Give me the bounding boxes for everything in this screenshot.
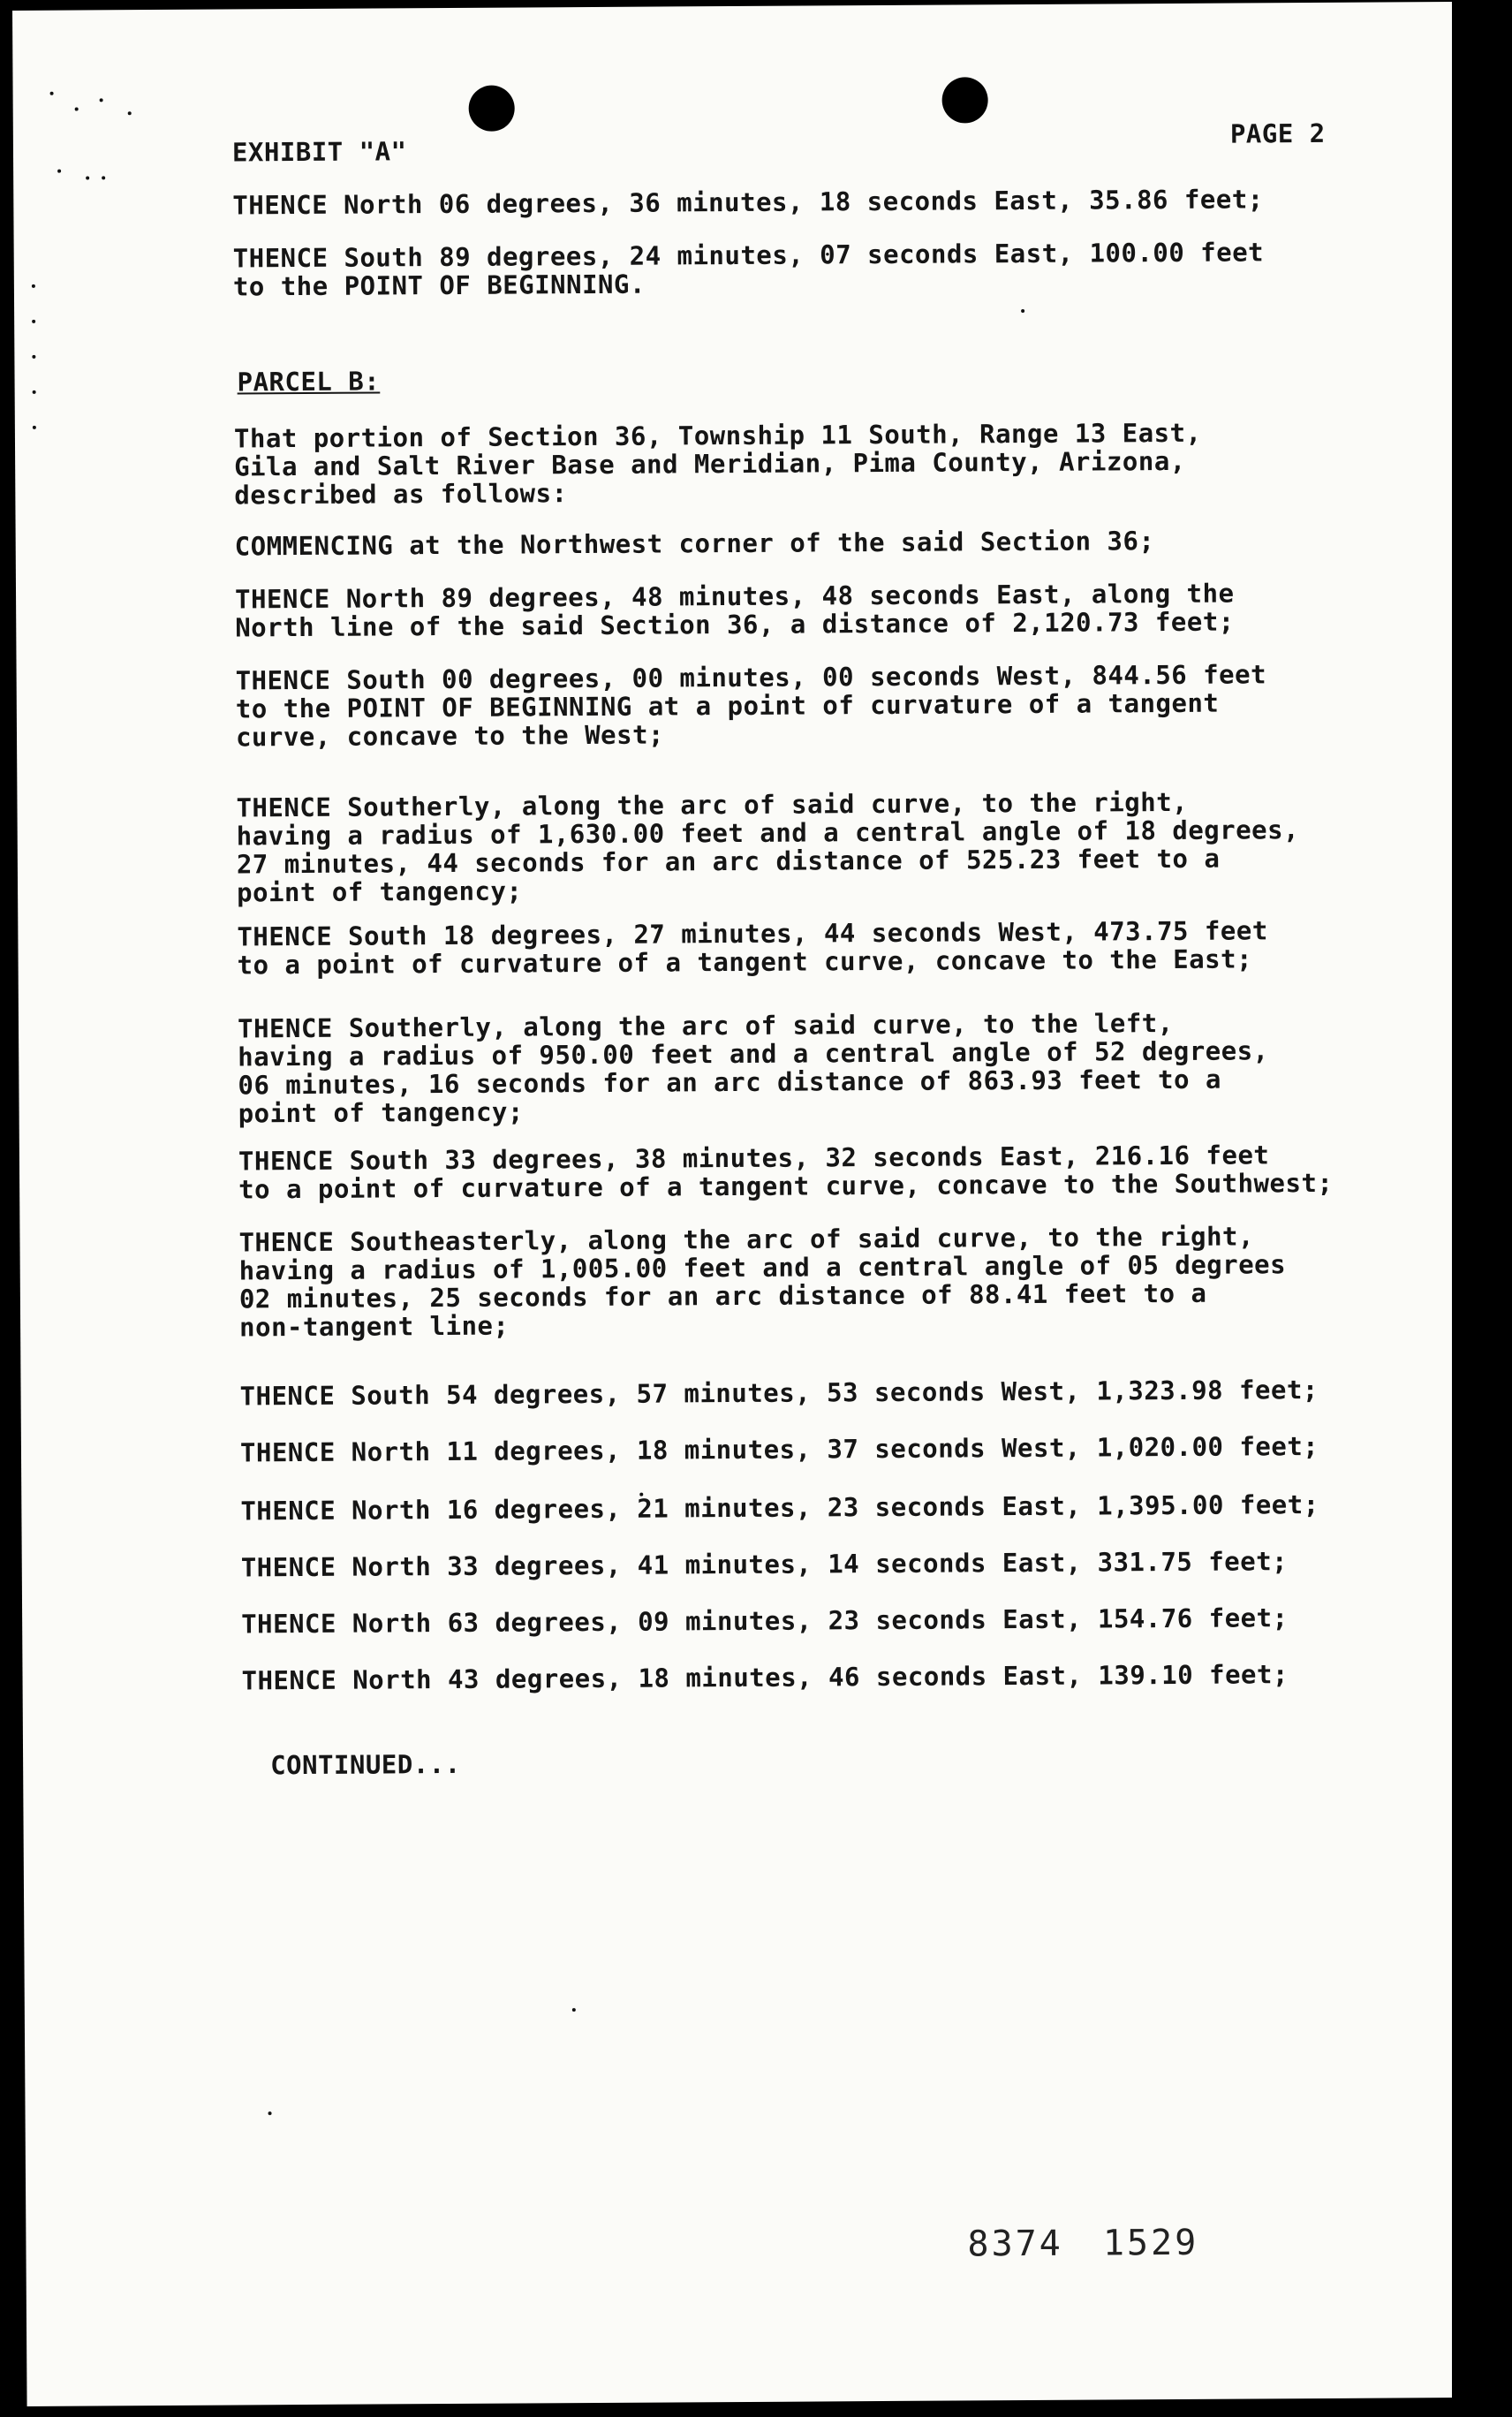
paragraph-line: described as follows: xyxy=(234,478,568,511)
paragraph-line: THENCE Southeasterly, along the arc of said curve, to the right, xyxy=(238,1221,1255,1258)
legal-description-paragraph xyxy=(241,1603,1389,1639)
scan-right-edge xyxy=(1452,0,1512,2417)
paragraph-line: THENCE South 89 degrees, 24 minutes, 07 seconds East, 100.00 feet xyxy=(232,237,1265,274)
scan-speck xyxy=(33,426,36,429)
paragraph-line: point of tangency; xyxy=(238,1096,525,1129)
paragraph-line: non-tangent line; xyxy=(239,1310,510,1343)
legal-description-paragraph xyxy=(234,418,1383,510)
document-sheet xyxy=(12,2,1467,2406)
legal-description-paragraph xyxy=(238,1140,1387,1204)
legal-description-paragraph xyxy=(238,1008,1387,1128)
legal-description-paragraph xyxy=(238,1222,1387,1342)
legal-description-paragraph xyxy=(235,526,1383,561)
legal-description-paragraph xyxy=(232,185,1380,220)
scan-speck xyxy=(75,108,79,111)
paragraph-line: THENCE Southerly, along the arc of said curve, to the right, xyxy=(236,786,1189,823)
paragraph-line: to a point of curvature of a tangent curve, concave to the Southwest; xyxy=(238,1167,1334,1205)
paragraph-line: THENCE Southerly, along the arc of said curve, to the left, xyxy=(237,1007,1174,1044)
page-number-label: PAGE 2 xyxy=(1229,117,1326,149)
paragraph-line: THENCE North 11 degrees, 18 minutes, 37 seconds West, 1,020.00 feet; xyxy=(239,1430,1319,1468)
scan-speck xyxy=(32,320,35,323)
legal-description-paragraph xyxy=(239,1375,1387,1411)
paragraph-line: THENCE South 00 degrees, 00 minutes, 00 seconds West, 844.56 feet xyxy=(235,659,1267,696)
legal-description-paragraph xyxy=(240,1490,1388,1526)
paragraph-line: THENCE North 63 degrees, 09 minutes, 23 seconds East, 154.76 feet; xyxy=(241,1602,1289,1640)
scan-speck xyxy=(102,176,105,179)
recording-number: 8374 1529 xyxy=(967,2222,1199,2265)
scan-speck xyxy=(32,284,35,288)
paragraph-line: THENCE North 89 degrees, 48 minutes, 48 seconds East, along the xyxy=(234,578,1235,615)
paragraph-line: North line of the said Section 36, a distance of 2,120.73 feet; xyxy=(235,606,1235,643)
punch-hole-right xyxy=(941,77,987,123)
exhibit-label: EXHIBIT "A" xyxy=(231,136,407,168)
paragraph-line: 27 minutes, 44 seconds for an arc distance of 525.23 feet to a xyxy=(236,843,1221,880)
legal-description-paragraph xyxy=(235,579,1383,642)
legal-description-paragraph xyxy=(240,1432,1388,1467)
paragraph-line: having a radius of 1,630.00 feet and a central angle of 18 degrees, xyxy=(236,815,1300,852)
paragraph-line: THENCE North 06 degrees, 36 minutes, 18 seconds East, 35.86 feet; xyxy=(232,184,1264,221)
paragraph-line: to a point of curvature of a tangent curve, concave to the East; xyxy=(237,943,1253,981)
scan-speck xyxy=(128,111,132,115)
punch-hole-left xyxy=(469,86,515,132)
scan-left-edge xyxy=(0,0,12,2417)
paragraph-line: THENCE South 33 degrees, 38 minutes, 32 seconds East, 216.16 feet xyxy=(238,1140,1270,1177)
scan-speck xyxy=(50,92,54,95)
scan-speck xyxy=(1021,309,1024,313)
paragraph-line: having a radius of 1,005.00 feet and a central angle of 05 degrees xyxy=(238,1249,1287,1286)
paragraph-line: to the POINT OF BEGINNING at a point of curvature of a tangent xyxy=(235,687,1220,724)
paragraph-line: 02 minutes, 25 seconds for an arc distance of 88.41 feet to a xyxy=(238,1277,1207,1315)
parcel-b-heading: PARCEL B: xyxy=(237,366,381,398)
scan-speck xyxy=(33,390,36,394)
paragraph-line: having a radius of 950.00 feet and a central angle of 52 degrees, xyxy=(238,1035,1269,1072)
legal-description-paragraph xyxy=(241,1660,1389,1695)
scan-speck xyxy=(100,98,103,102)
legal-description-paragraph xyxy=(237,916,1385,980)
paragraph-line: THENCE North 16 degrees, 21 minutes, 23 seconds East, 1,395.00 feet; xyxy=(240,1489,1319,1527)
legal-description-paragraph xyxy=(236,787,1385,907)
scan-speck xyxy=(572,2008,576,2012)
scan-speck xyxy=(86,176,89,179)
paragraph-line: THENCE South 18 degrees, 27 minutes, 44 seconds West, 473.75 feet xyxy=(237,915,1268,952)
legal-description-paragraph xyxy=(233,238,1381,301)
paragraph-line: That portion of Section 36, Township 11 South, Range 13 East, xyxy=(233,417,1202,454)
legal-description-paragraph xyxy=(241,1547,1389,1582)
paragraph-line: curve, concave to the West; xyxy=(235,719,665,753)
scan-speck xyxy=(57,170,61,173)
paragraph-line: THENCE South 54 degrees, 57 minutes, 53 seconds West, 1,323.98 feet; xyxy=(239,1374,1319,1412)
paragraph-line: Gila and Salt River Base and Meridian, Pima County, Arizona, xyxy=(234,445,1186,482)
scan-speck xyxy=(268,2111,272,2115)
paragraph-line: point of tangency; xyxy=(237,875,523,908)
legal-description-paragraph xyxy=(236,660,1385,752)
paragraph-line: THENCE North 33 degrees, 41 minutes, 14 seconds East, 331.75 feet; xyxy=(240,1546,1289,1583)
paragraph-line: COMMENCING at the Northwest corner of the said Section 36; xyxy=(234,526,1155,562)
paragraph-line: 06 minutes, 16 seconds for an arc distance of 863.93 feet to a xyxy=(238,1064,1222,1101)
paragraph-line: to the POINT OF BEGINNING. xyxy=(232,269,646,302)
continued-label: CONTINUED... xyxy=(270,1748,461,1781)
scan-speck xyxy=(32,355,35,359)
paragraph-line: THENCE North 43 degrees, 18 minutes, 46 seconds East, 139.10 feet; xyxy=(241,1659,1289,1696)
